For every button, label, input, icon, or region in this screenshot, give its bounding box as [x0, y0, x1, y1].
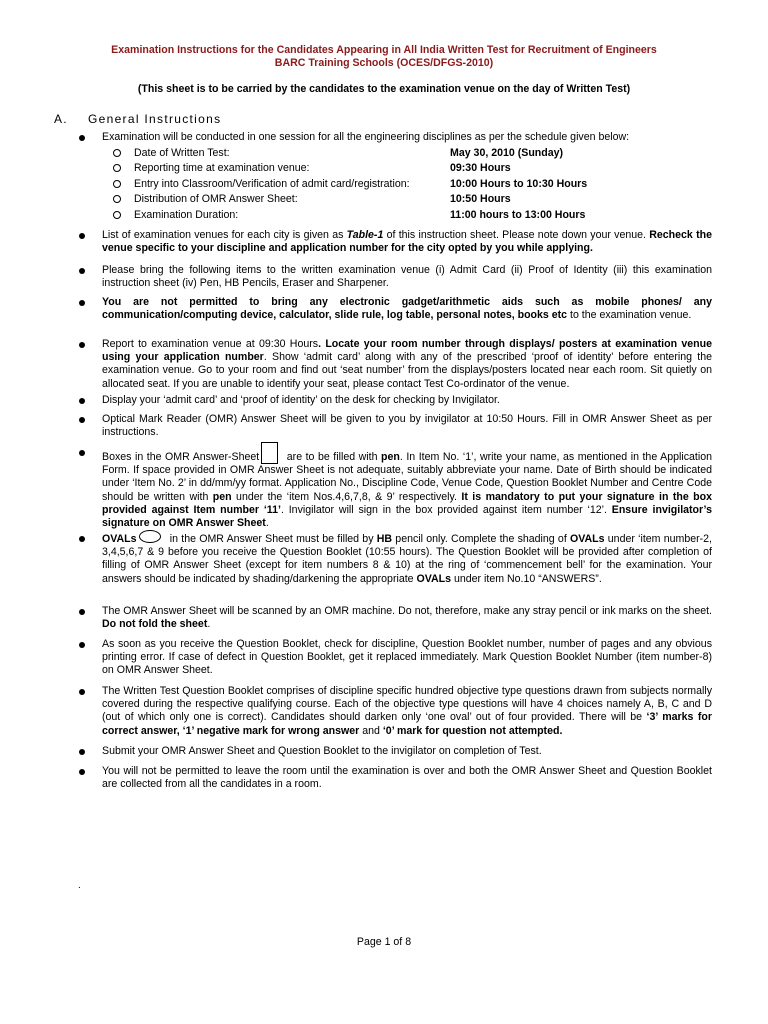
text-run: . In Item No. ‘1’, write your name, as mentioned in the Application Form. If space provided in OMR Answer Sheet is not adequate, suitably abbreviate your name. Date of Birth should be indicated under ‘Item No. 2’ in dd/mm/yy format. Application No., Discipline Code, Venue Code, Question Booklet Number and Centre Code should be written with	[102, 451, 712, 503]
section-letter: A.	[54, 112, 68, 126]
instruction-check-booklet	[102, 638, 712, 678]
text-run: The Written Test Question Booklet comprises of discipline specific hundred objective type questions drawn from subjects normally covered during the respective qualifying course. Each of the objective type questions will have 4 choices namely A, B, C and D (out of which only one is correct). Candidates should darken only ‘one oval’ out of four provided. There will be	[102, 685, 712, 724]
schedule-label: Reporting time at examination venue:	[134, 162, 310, 175]
instruction-ovals	[102, 530, 712, 586]
instruction-schedule-intro: Examination will be conducted in one session for all the engineering disciplines as per the schedule given below:	[102, 131, 630, 143]
instruction-venue-list	[102, 229, 712, 255]
carry-note: (This sheet is to be carried by the candidates to the examination venue on the day of Written Test)	[137, 83, 631, 95]
circle-bullet-icon	[113, 164, 121, 172]
instruction-leave-room	[102, 765, 712, 791]
instruction-submit	[102, 745, 712, 758]
schedule-value: 11:00 hours to 13:00 Hours	[450, 208, 586, 221]
emphasis-text: Recheck the venue specific to your discipline and application number for the city opted by you while applying.	[102, 229, 712, 255]
answer-box-symbol-icon	[261, 442, 278, 464]
schedule-label: Distribution of OMR Answer Sheet:	[134, 193, 298, 206]
text-run: .	[207, 618, 211, 631]
text-run: pencil only. Complete the shading of	[392, 533, 570, 545]
schedule-value: May 30, 2010 (Sunday)	[450, 147, 564, 159]
emphasis-text: Ensure invigilator’s signature on OMR Answer Sheet	[102, 503, 712, 530]
text-run: Please bring the following items to the written examination venue (i) Admit Card (ii) Proof of Identity (iii) this examination instruction sheet (iv) Pen, HB Pencils, Eraser and Sharpener.	[102, 264, 712, 290]
text-run: Display your ‘admit card’ and ‘proof of identity’ on the desk for checking by Invigilator.	[102, 394, 500, 406]
circle-bullet-icon	[113, 211, 121, 219]
text-run: . Show ‘admit card’ along with any of the prescribed ‘proof of identity’ before entering the examination venue. Go to your room and find out ‘seat number’ from the displays/posters located near each room. Sit quietly on allocated seat. If you are unable to identify your seat, please contact Test Co-ordinator of the venue.	[102, 351, 712, 390]
text-run: .	[265, 517, 269, 530]
text-run: Boxes in the OMR Answer-Sheet	[102, 451, 260, 463]
emphasis-text: application number	[163, 351, 264, 364]
schedule-value: 10:00 Hours to 10:30 Hours	[450, 177, 588, 190]
emphasis-text: OVALs	[102, 533, 137, 545]
circle-bullet-icon	[113, 149, 121, 157]
text-run: to the examination venue.	[567, 309, 692, 322]
table-reference: Table-1	[346, 229, 384, 241]
instruction-omr-given	[102, 413, 712, 439]
schedule-label: Date of Written Test:	[134, 147, 230, 159]
schedule-row	[102, 192, 712, 207]
emphasis-text: pen	[381, 451, 400, 463]
schedule-label: Entry into Classroom/Verification of admit card/registration:	[134, 177, 410, 190]
text-run: List of examination venues for each city is given as	[102, 229, 347, 241]
emphasis-text: OVALs	[570, 533, 605, 545]
circle-bullet-icon	[113, 180, 121, 188]
document-title-line-1: Examination Instructions for the Candidates Appearing in All India Written Test for Recruitment of Engineers	[111, 44, 657, 56]
emphasis-text: ‘3’ marks for correct answer, ‘1’ negative mark for wrong answer	[102, 711, 712, 737]
emphasis-text: ‘0’ mark for question not attempted.	[382, 724, 563, 737]
oval-symbol-icon	[139, 530, 161, 543]
schedule-row	[102, 146, 712, 161]
emphasis-text: HB	[376, 533, 393, 545]
emphasis-text: OVALs	[416, 572, 452, 585]
instruction-question-booklet	[102, 685, 712, 738]
instruction-display-id	[102, 394, 712, 407]
schedule-row	[102, 208, 712, 223]
text-run: You will not be permitted to leave the room until the examination is over and both the OMR Answer Sheet and Question Booklet are collected from all the candidates in a room.	[102, 765, 712, 791]
section-title: General Instructions	[88, 112, 222, 126]
emphasis-text: Do not fold the sheet	[102, 618, 208, 631]
text-run: in the OMR Answer Sheet must be filled by	[166, 533, 377, 545]
emphasis-text: It is mandatory to put your signature in the box provided against Item number ‘11’	[102, 490, 712, 516]
emphasis-text: pen	[212, 490, 232, 503]
text-run: Report to examination venue at 09:30 Hours	[102, 338, 319, 350]
instruction-items-to-bring	[102, 264, 712, 290]
text-run: and	[359, 724, 383, 737]
text-run: under ‘item number-2, 3,4,5,6,7 & 9 before you receive the Question Booklet (10:55 hours). The Question Booklet will be provided after completion of filling of OMR Answer Sheet (except for item numbers 8 & 10) at the ring of ‘commencement bell’ for the examination. Your answers should be indicated by shading/darkening the appropriate	[102, 533, 712, 585]
instruction-reporting	[102, 338, 712, 391]
schedule-row	[102, 177, 712, 192]
schedule-value: 09:30 Hours	[450, 162, 511, 175]
text-run: Optical Mark Reader (OMR) Answer Sheet will be given to you by invigilator at 10:50 Hours. Fill in OMR Answer Sheet as per instructions.	[102, 413, 712, 439]
schedule-row	[102, 161, 712, 176]
instruction-omr-boxes	[102, 442, 712, 530]
document-title-line-2: BARC Training Schools (OCES/DFGS-2010)	[274, 57, 494, 69]
circle-bullet-icon	[113, 195, 121, 203]
text-run: . Invigilator will sign in the box provided against item number ‘12’.	[280, 503, 612, 516]
text-run: Submit your OMR Answer Sheet and Question Booklet to the invigilator on completion of Test.	[102, 745, 542, 757]
schedule-label: Examination Duration:	[134, 208, 239, 221]
section-heading	[54, 112, 221, 126]
text-run: under item No.10 “ANSWERS”.	[451, 572, 602, 585]
emphasis-text: You are not permitted to bring any electronic gadget/arithmetic aids such as mobile phones/ any communication/computing device, calculator, slide rule, log table, personal notes, books etc	[102, 296, 712, 322]
instruction-prohibited-items	[102, 296, 712, 322]
text-run: As soon as you receive the Question Booklet, check for discipline, Question Booklet number, number of pages and any obvious printing error. If case of defect in Question Booklet, get it replaced immediately. Mark Question Booklet Number (item number-8) on OMR Answer Sheet.	[102, 638, 712, 677]
page-number: Page 1 of 8	[356, 936, 412, 948]
stray-mark: .	[78, 880, 81, 891]
instruction-omr-scanning	[102, 605, 712, 631]
text-run: The OMR Answer Sheet will be scanned by an OMR machine. Do not, therefore, make any stray pencil or ink marks on the sheet.	[102, 605, 712, 617]
schedule-list	[102, 146, 712, 223]
text-run: are to be filled with	[283, 451, 382, 463]
text-run: under the ‘item Nos.4,6,7,8, & 9’ respectively.	[231, 490, 462, 503]
schedule-value: 10:50 Hours	[450, 193, 511, 206]
text-run: of this instruction sheet. Please note down your venue.	[383, 229, 650, 241]
text-run: . Locate your room number through displays/ posters at examination venue using your	[102, 338, 712, 364]
